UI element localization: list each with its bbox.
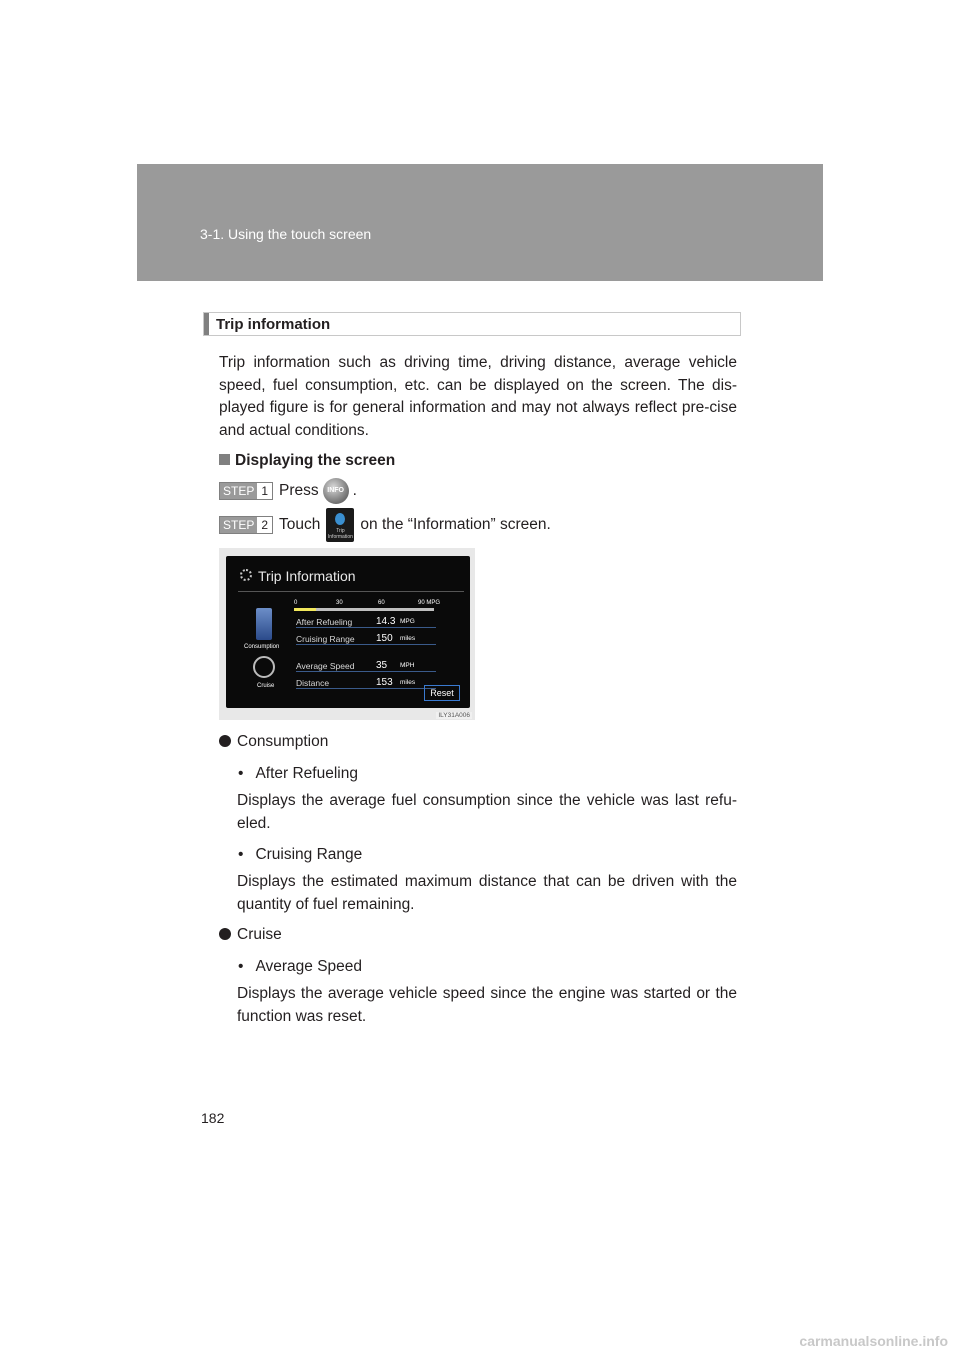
scale-tick: 60 — [378, 600, 385, 606]
subheading-text: Displaying the screen — [235, 452, 396, 469]
item-name: Average Speed — [255, 958, 363, 975]
settings-icon — [240, 569, 252, 581]
step-text-end: . — [352, 482, 357, 499]
reset-button: Reset — [424, 685, 460, 701]
trip-information-icon — [326, 508, 354, 542]
consumption-label: Consumption — [244, 644, 280, 650]
row-value: 153 — [376, 677, 393, 688]
watermark: carmanualsonline.info — [799, 1333, 948, 1349]
item-description: Displays the average fuel consumption since the vehicle was last refu-eled. — [237, 792, 737, 832]
round-bullet-icon — [219, 735, 231, 747]
row-after-refueling — [296, 617, 436, 628]
step-number: 2 — [257, 517, 272, 533]
list-item — [238, 846, 362, 864]
step-word: STEP — [223, 518, 255, 532]
round-bullet-icon — [219, 928, 231, 940]
step-number: 1 — [257, 483, 272, 499]
heading-text: Cruise — [237, 926, 282, 943]
square-bullet-icon — [219, 454, 230, 465]
row-unit: miles — [400, 679, 416, 686]
title-divider — [238, 591, 464, 592]
dot-bullet-icon: • — [238, 765, 244, 782]
trip-icon-label: Trip Information — [327, 528, 353, 540]
list-item — [238, 958, 362, 976]
intro-paragraph: Trip information such as driving time, driving distance, average vehicle speed, fuel consumption, etc. can be displayed on the screen. The dis-played figure is for general information and may not always reflect pre-cise and actual conditions. — [219, 354, 737, 439]
row-average-speed — [296, 661, 436, 672]
trip-glyph-icon — [335, 513, 345, 525]
trip-info-screen — [226, 556, 470, 708]
fuel-pump-icon — [256, 608, 272, 640]
trip-info-screenshot — [219, 548, 475, 720]
header-band — [137, 164, 823, 281]
step-1 — [219, 478, 357, 504]
list-item — [238, 765, 358, 783]
title-accent — [204, 313, 209, 335]
row-value: 35 — [376, 660, 388, 671]
step-badge — [219, 516, 273, 534]
dot-bullet-icon: • — [238, 846, 244, 863]
step-text: Touch — [279, 516, 321, 533]
row-unit: MPH — [400, 662, 415, 669]
row-distance — [296, 678, 436, 689]
step-word: STEP — [223, 484, 255, 498]
row-unit: MPG — [400, 618, 415, 625]
figure-code: ILY31A006 — [438, 712, 470, 719]
cruise-heading — [219, 926, 282, 944]
row-value: 14.3 — [376, 616, 396, 627]
step-text-end: on the “Information” screen. — [360, 516, 551, 533]
consumption-bar-track — [294, 608, 434, 611]
scale-tick: 0 — [294, 600, 298, 606]
screen-title: Trip Information — [258, 568, 356, 584]
info-button-icon: INFO — [323, 478, 349, 504]
item-name: Cruising Range — [255, 846, 363, 863]
dot-bullet-icon: • — [238, 958, 244, 975]
consumption-heading — [219, 733, 328, 751]
row-value: 150 — [376, 633, 393, 644]
row-label: Distance — [296, 678, 330, 688]
section-title-bar — [203, 312, 741, 336]
step-2 — [219, 508, 551, 542]
row-label: Cruising Range — [296, 634, 355, 644]
item-description: Displays the estimated maximum distance that can be driven with the quantity of fuel remaining. — [237, 873, 737, 913]
row-cruising-range — [296, 634, 436, 645]
row-label: After Refueling — [296, 617, 353, 627]
row-label: Average Speed — [296, 661, 355, 671]
page-number: 182 — [201, 1110, 225, 1126]
heading-text: Consumption — [237, 733, 329, 750]
step-badge — [219, 482, 273, 500]
item-name: After Refueling — [255, 765, 358, 782]
section-label: 3-1. Using the touch screen — [200, 226, 372, 242]
subheading — [219, 452, 395, 470]
consumption-bar-fill — [294, 608, 316, 611]
item-description: Displays the average vehicle speed since the engine was started or the function was reset. — [237, 985, 737, 1025]
step-text: Press — [279, 482, 319, 499]
section-title: Trip information — [216, 316, 331, 333]
scale-tick: 30 — [336, 600, 343, 606]
row-unit: miles — [400, 635, 416, 642]
cruise-label: Cruise — [257, 683, 275, 689]
scale-tick: 90 MPG — [418, 600, 441, 606]
speedometer-icon — [253, 656, 275, 678]
